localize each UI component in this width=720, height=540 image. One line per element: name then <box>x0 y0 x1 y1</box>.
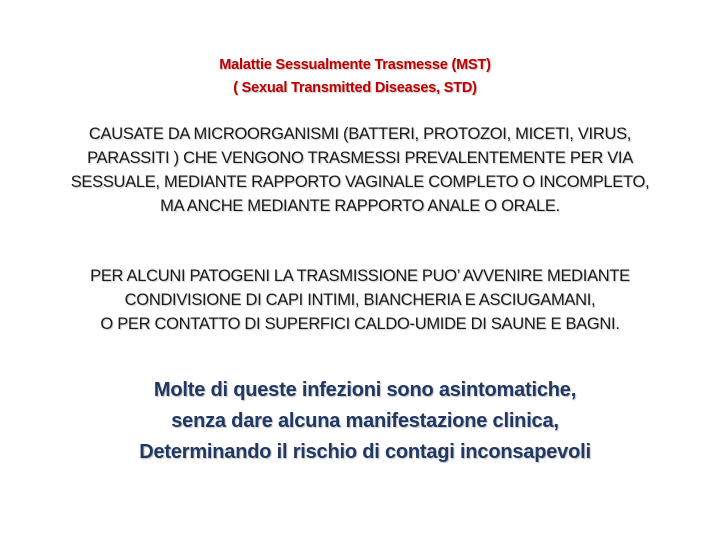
subtitle-line-2: ( Sexual Transmitted Diseases, STD) <box>233 80 477 96</box>
paragraph-other-transmission <box>0 264 720 336</box>
paragraph-transmission <box>0 122 720 218</box>
paragraph-line: SESSUALE, MEDIANTE RAPPORTO VAGINALE COMPLETO O INCOMPLETO, <box>70 173 650 191</box>
paragraph-line: CONDIVISIONE DI CAPI INTIMI, BIANCHERIA E ASCIUGAMANI, <box>124 291 596 309</box>
highlight-line: Molte di queste infezioni sono asintomatiche, <box>153 379 577 401</box>
title-line-1: Malattie Sessualmente Trasmesse (MST) <box>219 57 491 73</box>
paragraph-line: PER ALCUNI PATOGENI LA TRASMISSIONE PUO’ AVVENIRE MEDIANTE <box>90 267 630 285</box>
paragraph-line: CAUSATE DA MICROORGANISMI (BATTERI, PROTOZOI, MICETI, VIRUS, <box>88 125 632 143</box>
highlight-line: senza dare alcuna manifestazione clinica, <box>171 410 559 432</box>
paragraph-line: O PER CONTATTO DI SUPERFICI CALDO-UMIDE DI SAUNE E BAGNI. <box>100 315 620 333</box>
paragraph-line: PARASSITI ) CHE VENGONO TRASMESSI PREVALENTEMENTE PER VIA <box>87 149 633 167</box>
paragraph-line: MA ANCHE MEDIANTE RAPPORTO ANALE O ORALE. <box>160 197 560 215</box>
highlight-line: Determinando il rischio di contagi inconsapevoli <box>139 441 591 463</box>
highlight-asymptomatic <box>0 375 720 468</box>
